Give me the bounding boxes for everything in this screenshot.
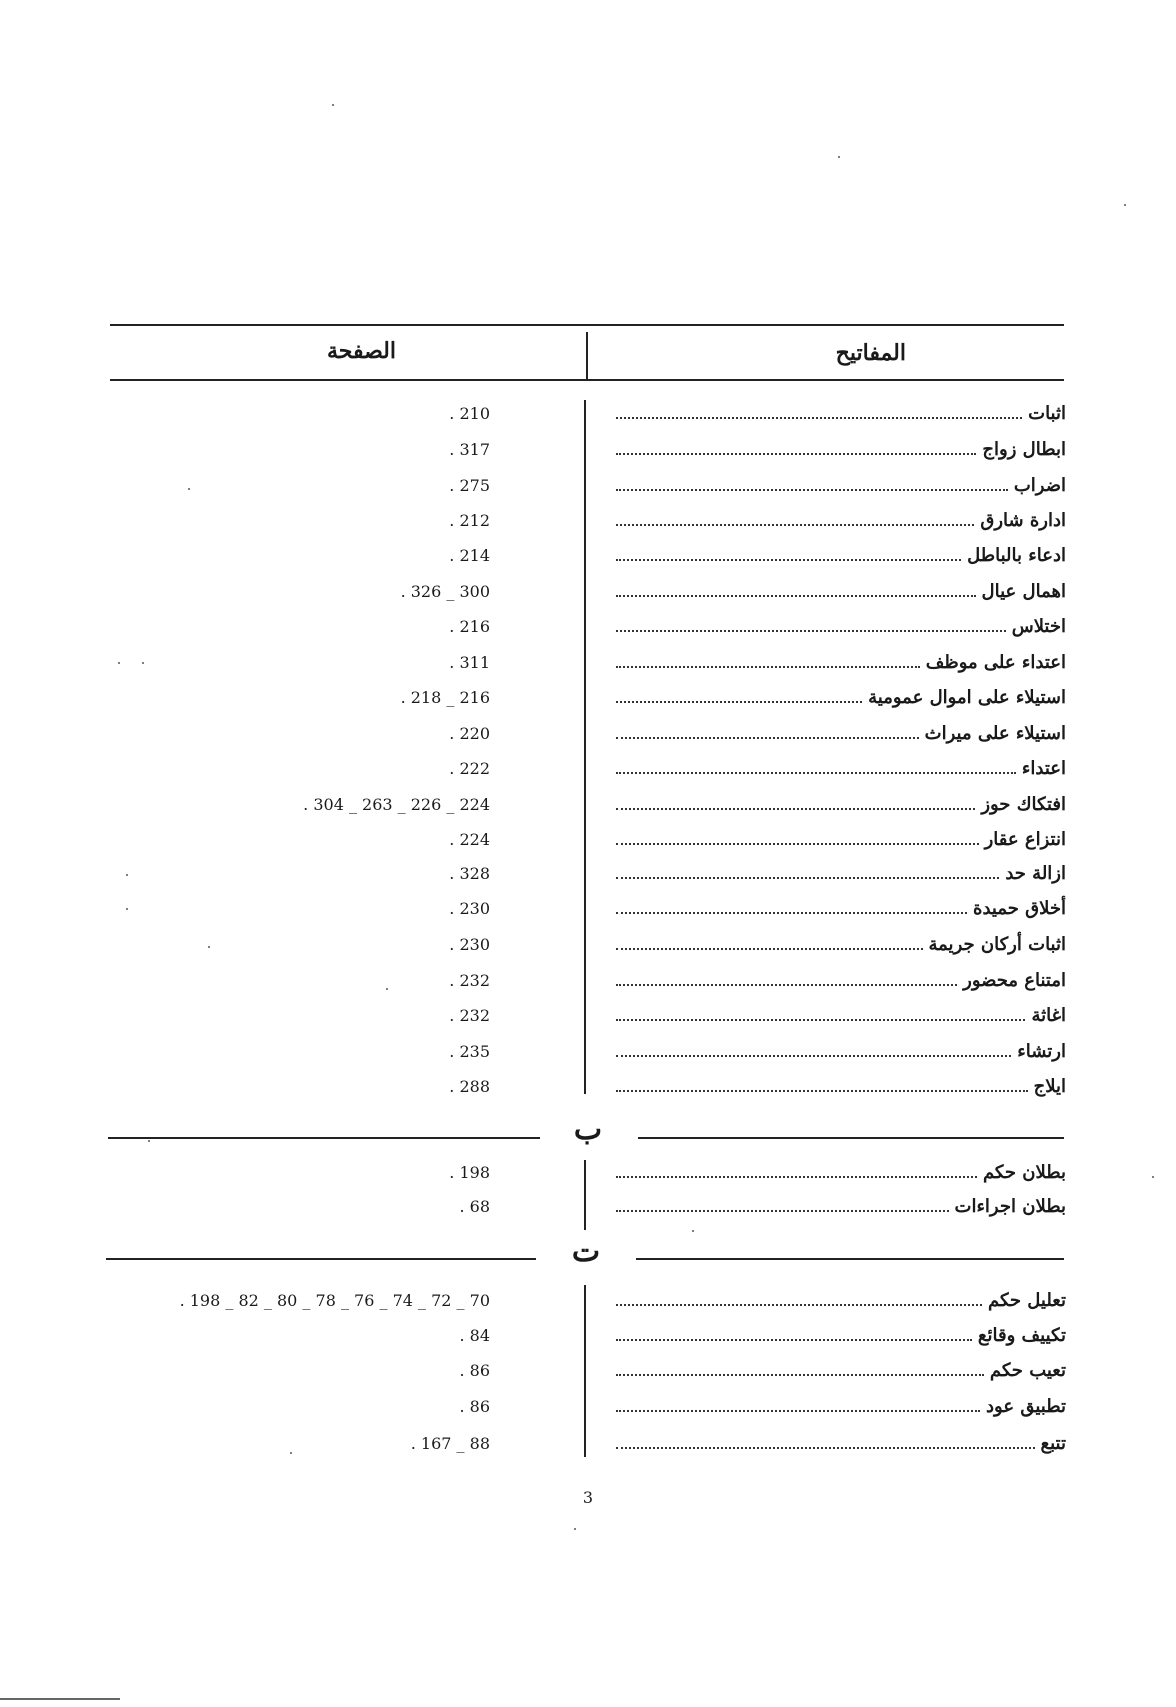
entry-key: استيلاء على اموال عمومية <box>868 686 1066 708</box>
scan-speck <box>126 908 128 910</box>
dot-leader <box>616 808 975 810</box>
entry-pages: . 230 <box>449 898 490 918</box>
entry-key: بطلان حكم <box>982 1161 1066 1183</box>
list-item <box>0 1428 1176 1458</box>
entry-pages: . 86 <box>459 1360 490 1380</box>
entry-key: اعتداء <box>1021 757 1066 779</box>
dot-leader <box>616 948 923 950</box>
list-item <box>0 1000 1176 1030</box>
entry-key: اختلاس <box>1011 615 1066 637</box>
entry-pages: . 317 <box>449 439 490 459</box>
entry-key: اعتداء على موظف <box>925 651 1066 673</box>
entry-pages: . 304 _ 263 _ 226 _ 224 <box>303 794 490 814</box>
section-letter: ت <box>571 1234 601 1269</box>
scan-speck <box>290 1452 292 1454</box>
entry-key: تعيب حكم <box>989 1359 1066 1381</box>
list-item <box>0 965 1176 995</box>
dot-leader <box>616 417 1022 419</box>
entry-pages: . 326 _ 300 <box>400 581 490 601</box>
entry-pages: . 222 <box>449 758 490 778</box>
entry-key: اغاثة <box>1031 1004 1066 1026</box>
entry-pages: . 328 <box>449 863 490 883</box>
scan-speck <box>188 488 190 490</box>
scan-speck <box>142 662 144 664</box>
scan-speck <box>574 1528 576 1530</box>
entry-pages: . 86 <box>459 1396 490 1416</box>
section-divider-right <box>638 1137 1064 1139</box>
entry-key: بطلان اجراءات <box>954 1195 1066 1217</box>
dot-leader <box>616 912 967 914</box>
list-item <box>0 398 1176 428</box>
dot-leader <box>616 1176 977 1178</box>
dot-leader <box>616 595 976 597</box>
keys-header: المفاتيح <box>835 340 906 366</box>
scan-speck <box>126 874 128 876</box>
header-divider <box>586 332 588 380</box>
list-item <box>0 1285 1176 1315</box>
scan-speck <box>386 988 388 990</box>
section-divider-left <box>106 1258 536 1260</box>
entry-key: ادعاء بالباطل <box>967 544 1066 566</box>
entry-key: اضراب <box>1013 474 1066 496</box>
entry-pages: . 198 _ 82 _ 80 _ 78 _ 76 _ 74 _ 72 _ 70 <box>179 1290 490 1310</box>
list-item <box>0 1320 1176 1350</box>
dot-leader <box>616 453 976 455</box>
entry-pages: . 311 <box>449 652 490 672</box>
page-number: 3 <box>582 1488 594 1507</box>
dot-leader <box>616 772 1016 774</box>
list-item <box>0 1036 1176 1066</box>
entry-key: استيلاء على ميراث <box>924 722 1066 744</box>
section-divider-left <box>108 1137 540 1139</box>
entry-key: تتبع <box>1040 1432 1066 1454</box>
scan-speck <box>332 104 334 106</box>
list-item <box>0 718 1176 748</box>
scan-speck <box>208 946 210 948</box>
dot-leader <box>616 1019 1025 1021</box>
list-item <box>0 682 1176 712</box>
entry-pages: . 212 <box>449 510 490 530</box>
entry-pages: . 230 <box>449 934 490 954</box>
list-item <box>0 1071 1176 1101</box>
entry-key: انتزاع عقار <box>984 828 1066 850</box>
pages-header: الصفحة <box>326 338 396 364</box>
list-item <box>0 1191 1176 1221</box>
dot-leader <box>616 701 862 703</box>
scan-speck <box>692 1230 694 1232</box>
entry-pages: . 84 <box>459 1325 490 1345</box>
dot-leader <box>616 737 919 739</box>
dot-leader <box>616 843 979 845</box>
list-item <box>0 893 1176 923</box>
entry-pages: . 220 <box>449 723 490 743</box>
entry-pages: . 167 _ 88 <box>410 1433 490 1453</box>
list-item <box>0 929 1176 959</box>
scan-speck <box>1124 204 1126 206</box>
entry-pages: . 198 <box>449 1162 490 1182</box>
list-item <box>0 1157 1176 1187</box>
entry-key: اثبات أركان جريمة <box>928 933 1066 955</box>
dot-leader <box>616 489 1008 491</box>
dot-leader <box>616 1304 982 1306</box>
section-letter: ب <box>573 1112 603 1147</box>
entry-key: ايلاج <box>1033 1075 1066 1097</box>
dot-leader <box>616 1055 1011 1057</box>
entry-pages: . 224 <box>449 829 490 849</box>
dot-leader <box>616 1410 980 1412</box>
entry-pages: . 232 <box>449 1005 490 1025</box>
list-item <box>0 789 1176 819</box>
entry-key: امتناع محضور <box>963 969 1066 991</box>
dot-leader <box>616 877 999 879</box>
entry-key: تطبيق عود <box>986 1395 1066 1417</box>
list-item <box>0 753 1176 783</box>
entry-pages: . 288 <box>449 1076 490 1096</box>
list-item <box>0 434 1176 464</box>
entry-key: ادارة شارق <box>980 509 1066 531</box>
entry-key: ازالة حد <box>1005 862 1066 884</box>
entry-key: ابطال زواج <box>982 438 1066 460</box>
dot-leader <box>616 559 961 561</box>
entry-pages: . 232 <box>449 970 490 990</box>
scan-speck <box>838 156 840 158</box>
dot-leader <box>616 1447 1035 1449</box>
list-item <box>0 1391 1176 1421</box>
header-top-rule <box>110 324 1064 326</box>
list-item <box>0 576 1176 606</box>
dot-leader <box>616 524 974 526</box>
dot-leader <box>616 666 920 668</box>
list-item <box>0 611 1176 641</box>
entry-pages: . 68 <box>459 1196 490 1216</box>
dot-leader <box>616 1210 949 1212</box>
dot-leader <box>616 630 1006 632</box>
entry-pages: . 235 <box>449 1041 490 1061</box>
entry-pages: . 216 <box>449 616 490 636</box>
entry-key: أخلاق حميدة <box>973 897 1066 919</box>
list-item <box>0 540 1176 570</box>
list-item <box>0 824 1176 854</box>
entry-key: افتكاك حوز <box>981 793 1066 815</box>
entry-key: ارتشاء <box>1017 1040 1066 1062</box>
list-item <box>0 470 1176 500</box>
entry-key: اهمال عيال <box>981 580 1066 602</box>
entry-pages: . 214 <box>449 545 490 565</box>
dot-leader <box>616 1339 972 1341</box>
entry-key: تكييف وقائع <box>977 1324 1066 1346</box>
list-item <box>0 858 1176 888</box>
scan-edge-mark <box>0 1698 120 1700</box>
list-item <box>0 1355 1176 1385</box>
dot-leader <box>616 1090 1028 1092</box>
entry-pages: . 218 _ 216 <box>400 687 490 707</box>
entry-key: اثبات <box>1028 402 1066 424</box>
entry-pages: . 210 <box>449 403 490 423</box>
scan-speck <box>1152 1176 1154 1178</box>
list-item <box>0 647 1176 677</box>
scan-speck <box>118 662 120 664</box>
scan-speck <box>148 1140 150 1142</box>
section-divider-right <box>636 1258 1064 1260</box>
dot-leader <box>616 984 957 986</box>
dot-leader <box>616 1374 984 1376</box>
entry-key: تعليل حكم <box>987 1289 1066 1311</box>
entry-pages: . 275 <box>449 475 490 495</box>
list-item <box>0 505 1176 535</box>
